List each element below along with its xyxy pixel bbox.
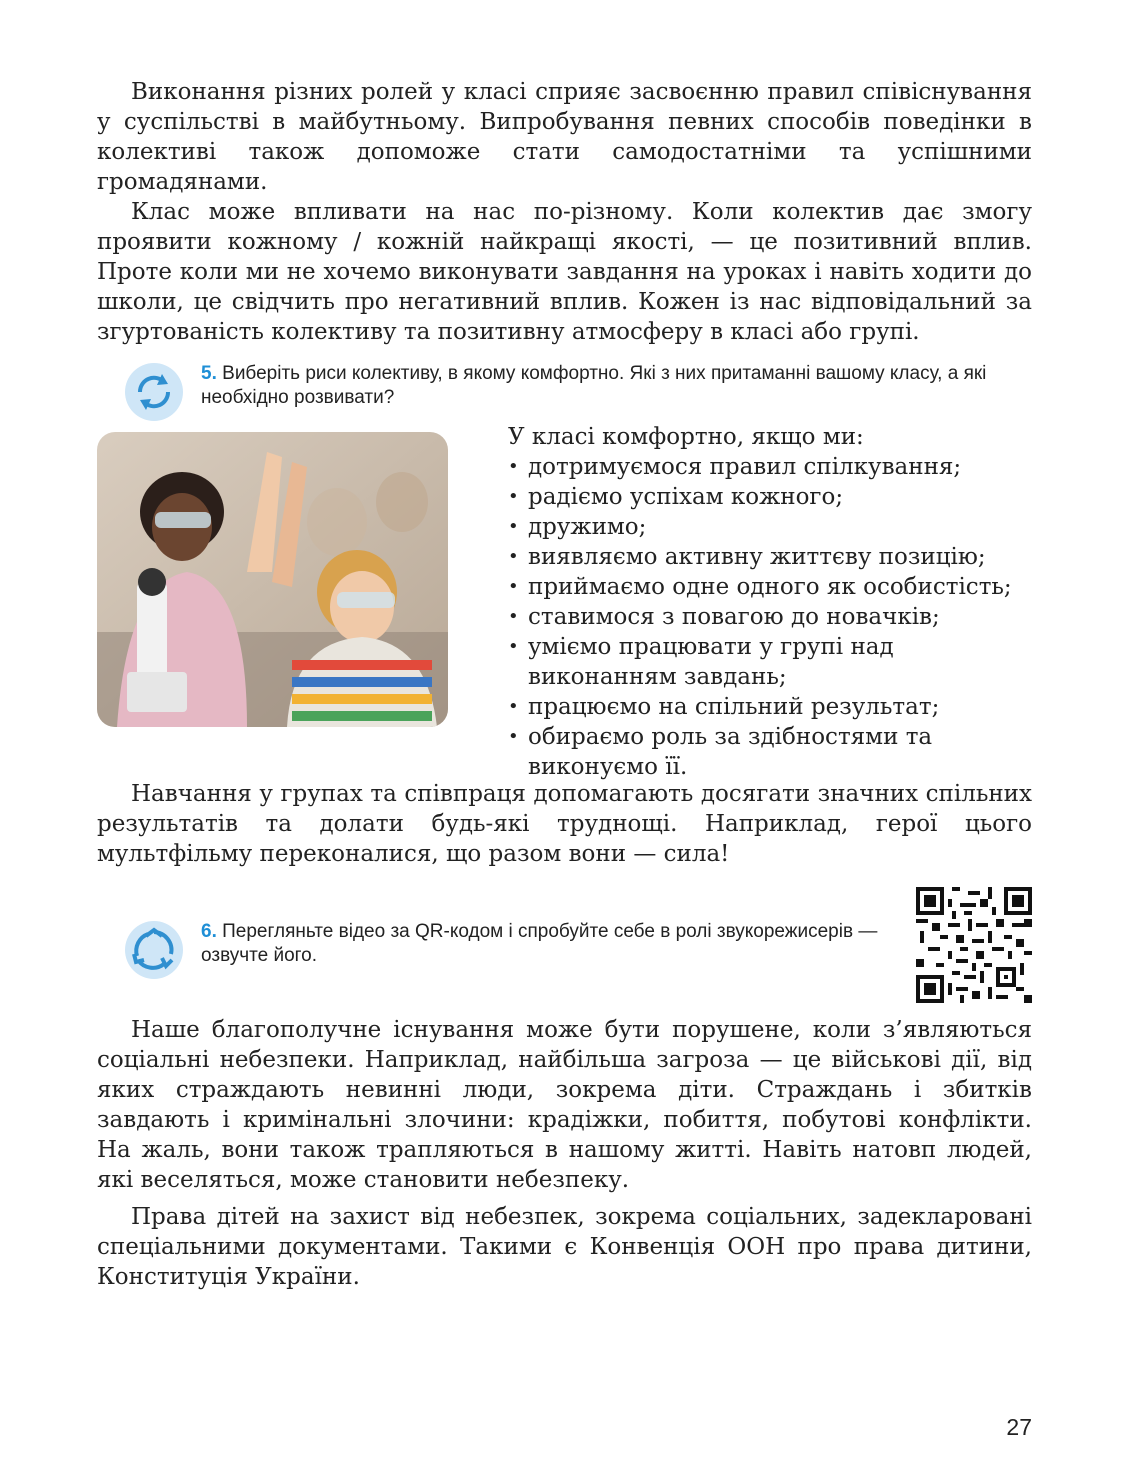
paragraph-roles: Виконання різних ролей у класі сприяє засвоєнню правил співіснування у суспільстві в майбутньому. Випробування певних способів поведінки в колективі також допоможе стати самодостатніми та успішними громадянами.	[97, 79, 1032, 195]
comfort-list	[508, 422, 1032, 782]
list-item: • дружимо;	[508, 512, 1032, 542]
comfort-list-items	[508, 452, 1032, 782]
paragraph-social-dangers: Наше благополучне існування може бути порушене, коли з’являються соціальні небезпеки. Наприклад, найбільша загроза — це військові дії, від яких страждають невинні люди, зокрема діти. Страждань і збитків завдають і кримінальні злочини: крадіжки, побиття, побутові конфлікти. На жаль, вони також трапляються в нашому житті. Навіть натовп людей, які веселяться, може становити небезпеку.	[97, 1017, 1032, 1193]
task-6-instruction: Перегляньте відео за QR-кодом і спробуйте себе в ролі звукорежисерів — озвучте його.	[201, 921, 878, 966]
list-item: • приймаємо одне одного як особистість;	[508, 572, 1032, 602]
paragraph-children-rights: Права дітей на захист від небезпек, зокрема соціальних, задекларовані спеціальними документами. Такими є Конвенція ООН про права дитини, Конституція України.	[97, 1204, 1032, 1290]
task-5-instruction: Виберіть риси колективу, в якому комфортно. Які з них притаманні вашому класу, а які необхідно розвивати?	[201, 363, 987, 408]
list-item: • радіємо успіхам кожного;	[508, 482, 1032, 512]
paragraph-class-influence: Клас може впливати на нас по-різному. Коли колектив дає змогу проявити кожному / кожній найкращі якості, — це позитивний вплив. Проте коли ми не хочемо виконувати завдання на уроках і навіть ходити до школи, це свідчить про негативний вплив. Кожен із нас відповідальний за згуртованість колективу та позитивну атмосферу в класі або групі.	[97, 199, 1032, 345]
paragraph-group-work: Навчання у групах та співпраця допомагають досягати значних спільних результатів та долати будь-які труднощі. Наприклад, герої цього мультфільму переконалися, що разом вони — сила!	[97, 781, 1032, 867]
recycle-arrows-icon	[124, 920, 184, 980]
refresh-arrows-icon	[124, 362, 184, 422]
page-number: 27	[1006, 1414, 1032, 1440]
qr-code[interactable]	[916, 887, 1032, 1003]
list-item: • дотримуємося правил спілкування;	[508, 452, 1032, 482]
list-item: • виявляємо активну життєву позицію;	[508, 542, 1032, 572]
list-item: • уміємо працювати у групі над виконанням завдань;	[508, 632, 1032, 692]
list-item: • ставимося з повагою до новачків;	[508, 602, 1032, 632]
list-item: • обираємо роль за здібностями та виконуємо її.	[508, 722, 1032, 782]
comfort-list-intro: У класі комфортно, якщо ми:	[508, 424, 864, 450]
task-5-text	[201, 362, 1033, 410]
task-5-number: 5.	[201, 363, 217, 384]
task-6-number: 6.	[201, 921, 217, 942]
task-6-text	[201, 920, 891, 968]
list-item: • працюємо на спільний результат;	[508, 692, 1032, 722]
classroom-photo	[97, 432, 448, 727]
